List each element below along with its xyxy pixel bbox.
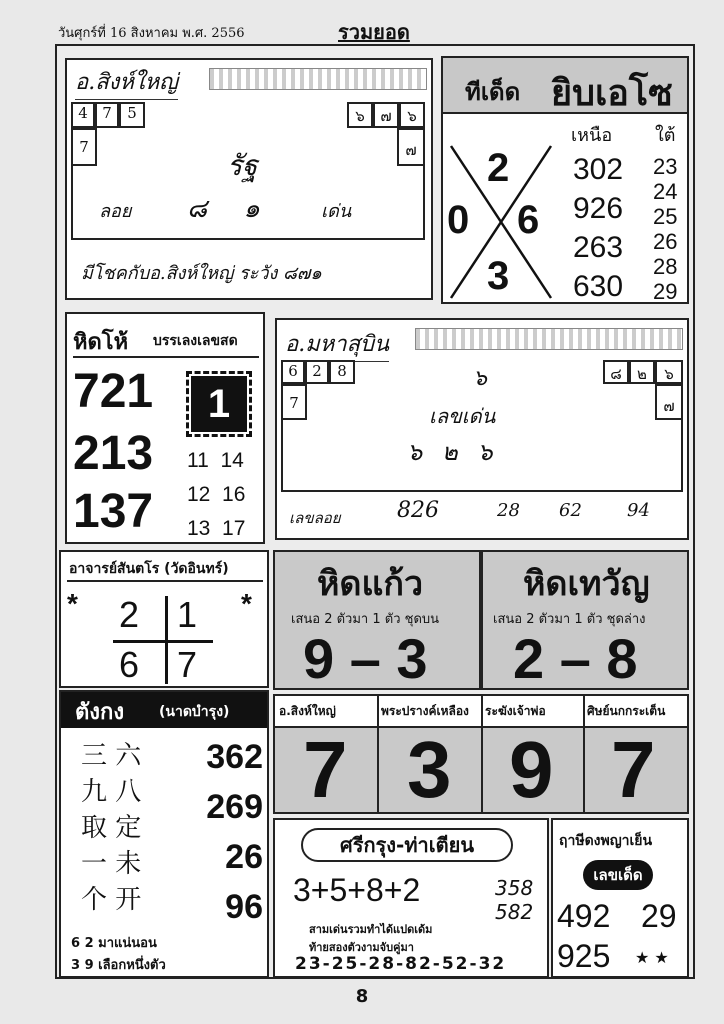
mahasupin-digit: ๖ — [655, 360, 683, 384]
yib-bottom-digit: 3 — [487, 254, 510, 298]
yib-top-digit: 2 — [487, 146, 510, 190]
singyai-digit: ๖ — [347, 102, 373, 128]
singyai-digit: 4 — [71, 102, 95, 128]
four-digit: 7 — [611, 725, 656, 814]
santo-digit: 1 — [177, 594, 198, 635]
mahasupin-den: ๖ ๒ ๖ — [407, 438, 499, 466]
yib-tai-value: 29 — [653, 279, 678, 304]
tangkong-note: 3 9 เลือกหนึ่งตัว — [71, 958, 166, 973]
hidthewan-result: 2 – 8 — [513, 627, 638, 690]
decorative-banner — [415, 328, 683, 350]
ruesi-stars: ★ ★ — [635, 948, 669, 967]
ruesi-num: 29 — [641, 898, 677, 934]
singyai-digit: ๗ — [373, 102, 399, 128]
santo-grid-hline — [113, 640, 213, 643]
four-head: พระปรางค์เหลือง — [381, 704, 469, 718]
mahasupin-digit: 6 — [281, 360, 305, 384]
mahasupin-loy: 826 — [397, 498, 439, 523]
singyai-den-label: เด่น — [321, 201, 352, 222]
santo-digit: 7 — [177, 644, 198, 685]
header-date: วันศุกร์ที่ 16 สิงหาคม พ.ศ. 2556 — [58, 26, 245, 41]
hidto-pair: 14 — [220, 449, 244, 472]
ruesi-num: 492 — [557, 898, 611, 934]
hidto-pair: 12 — [187, 483, 211, 506]
yib-nua-list — [573, 150, 623, 306]
srikrung-side-num: 358 — [495, 876, 534, 900]
four-head: ระฆังเจ้าพ่อ — [485, 704, 546, 718]
hidto-num: 721 — [73, 365, 154, 418]
hidto-num: 213 — [73, 427, 154, 480]
tangkong-num: 26 — [225, 838, 263, 876]
singyai-name: รัฐ — [227, 149, 258, 182]
srikrung-sum: 3+5+8+2 — [293, 872, 421, 908]
mahasupin-digit: 7 — [281, 384, 307, 420]
hidto-title: หิดโห้ — [73, 330, 129, 355]
yib-col-tai: ใต้ — [655, 125, 676, 146]
mahasupin-title: อ.มหาสุบิน — [285, 326, 389, 362]
mahasupin-digit: ๗ — [655, 384, 683, 420]
hidkaew-result: 9 – 3 — [303, 627, 428, 690]
tangkong-chinese — [81, 738, 141, 918]
tangkong-panel — [59, 690, 269, 978]
tangkong-chinese-line: 个 开 — [81, 885, 142, 915]
yib-tai-value: 23 — [653, 154, 678, 179]
yib-right-digit: 6 — [517, 198, 540, 242]
hidto-pair: 16 — [222, 483, 246, 506]
hidthewan-panel — [481, 550, 689, 690]
santo-panel — [59, 550, 269, 688]
yib-nua-value: 263 — [573, 231, 624, 264]
mahasupin-digit: ๒ — [629, 360, 655, 384]
tangkong-num: 269 — [206, 788, 263, 826]
four-head: ศิษย์นกกระเต็น — [587, 704, 666, 718]
yib-nua-value: 630 — [573, 270, 624, 303]
tangkong-num: 362 — [206, 738, 263, 776]
singyai-loy: ๘ ๑ — [187, 194, 260, 224]
srikrung-line1: สามเด่นรวมทำได้แปดเด้ม — [309, 923, 433, 936]
yib-nua-value: 926 — [573, 192, 624, 225]
singyai-digit: 7 — [95, 102, 119, 128]
mahasupin-loy: 62 — [559, 500, 582, 521]
tangkong-chinese-line: 三 六 — [81, 741, 142, 771]
singyai-title: อ.สิงห์ใหญ่ — [75, 64, 178, 100]
tangkong-chinese-line: 九 八 — [81, 777, 142, 807]
yib-col-nua: เหนือ — [571, 125, 613, 146]
srikrung-side-num: 582 — [495, 900, 534, 924]
santo-star-right: * — [241, 588, 252, 619]
hidto-sub: บรรเลงเลขสด — [153, 333, 238, 349]
hidto-num: 137 — [73, 485, 154, 538]
mahasupin-digit: 2 — [305, 360, 329, 384]
mahasupin-loy-label: เลขลอย — [289, 509, 341, 527]
tangkong-num: 96 — [225, 888, 263, 926]
singyai-digit: ๖ — [399, 102, 425, 128]
mahasupin-top-digit: ๖ — [473, 366, 487, 391]
yib-title-b: ยิบเอโซ — [551, 73, 673, 114]
santo-star-left: * — [67, 588, 78, 619]
hidto-panel — [65, 312, 265, 544]
four-digits-panel — [273, 694, 689, 814]
four-digit: 3 — [407, 725, 452, 814]
yib-nua-value: 302 — [573, 153, 624, 186]
hidthewan-sub: เสนอ 2 ตัวมา 1 ตัว ชุดล่าง — [493, 612, 646, 627]
singyai-digit: 5 — [119, 102, 145, 128]
ruesi-badge: เลขเด็ด — [583, 860, 653, 890]
singyai-loy-label: ลอย — [99, 201, 132, 222]
hidto-pairs — [187, 444, 267, 546]
header-title: รวมยอด — [338, 20, 410, 44]
srikrung-panel — [273, 818, 549, 978]
hidto-star-digit: 1 — [191, 376, 247, 432]
mahasupin-panel — [275, 318, 689, 540]
santo-digit: 2 — [119, 594, 140, 635]
santo-digit: 6 — [119, 644, 140, 685]
singyai-digit: ๗ — [397, 128, 425, 166]
yib-tai-list — [653, 154, 677, 304]
yib-tai-value: 24 — [653, 179, 678, 204]
yib-title-a: ทีเด็ด — [465, 78, 521, 106]
mahasupin-den-label: เลขเด่น — [429, 404, 496, 428]
yib-tai-value: 25 — [653, 204, 678, 229]
singyai-note: มีโชคกับอ.สิงห์ใหญ่ ระวัง ๘๗๑ — [81, 263, 322, 284]
hidkaew-title: หิดแก้ว — [317, 564, 424, 604]
yib-panel — [441, 56, 689, 304]
tangkong-chinese-line: 一 未 — [81, 849, 142, 879]
hidto-pair: 13 — [187, 517, 211, 540]
hidkaew-panel — [273, 550, 481, 690]
singyai-panel — [65, 58, 433, 300]
ruesi-num: 925 — [557, 938, 611, 974]
hidkaew-sub: เสนอ 2 ตัวมา 1 ตัว ชุดบน — [291, 612, 440, 627]
four-digit: 9 — [509, 725, 554, 814]
srikrung-line2: ท้ายสองตัวงามจับคู่มา — [309, 941, 414, 954]
mahasupin-loy: 94 — [627, 500, 650, 521]
mahasupin-digit: ๘ — [603, 360, 629, 384]
mahasupin-digit: 8 — [329, 360, 355, 384]
four-head: อ.สิงห์ใหญ่ — [279, 704, 336, 718]
ruesi-title: ฤาษีดงพญาเย็น — [559, 833, 653, 849]
yib-left-digit: 0 — [447, 198, 470, 242]
hidto-pair: 11 — [187, 449, 209, 472]
srikrung-series: 23-25-28-82-52-32 — [295, 954, 507, 974]
ruesi-panel — [551, 818, 689, 978]
tangkong-nums — [195, 732, 263, 932]
srikrung-title: ศรีกรุง-ท่าเตียน — [301, 828, 513, 862]
decorative-banner — [209, 68, 427, 90]
tangkong-note: 6 2 มาแน่นอน — [71, 936, 157, 951]
singyai-digit: 7 — [71, 128, 97, 166]
page-frame — [55, 44, 695, 979]
hidto-pair: 17 — [222, 517, 246, 540]
yib-tai-value: 26 — [653, 229, 678, 254]
santo-title: อาจารย์สันตโร (วัดอินทร์) — [69, 561, 229, 577]
mahasupin-loy: 28 — [497, 500, 520, 521]
yib-tai-value: 28 — [653, 254, 678, 279]
page-number: 8 — [355, 986, 369, 1007]
four-digit: 7 — [303, 725, 348, 814]
hidthewan-title: หิดเทวัญ — [523, 564, 650, 604]
tangkong-title: ตังกง — [75, 700, 125, 725]
srikrung-side — [495, 876, 533, 924]
tangkong-sub: (นาดบำรุง) — [159, 704, 230, 720]
tangkong-chinese-line: 取 定 — [81, 813, 142, 843]
